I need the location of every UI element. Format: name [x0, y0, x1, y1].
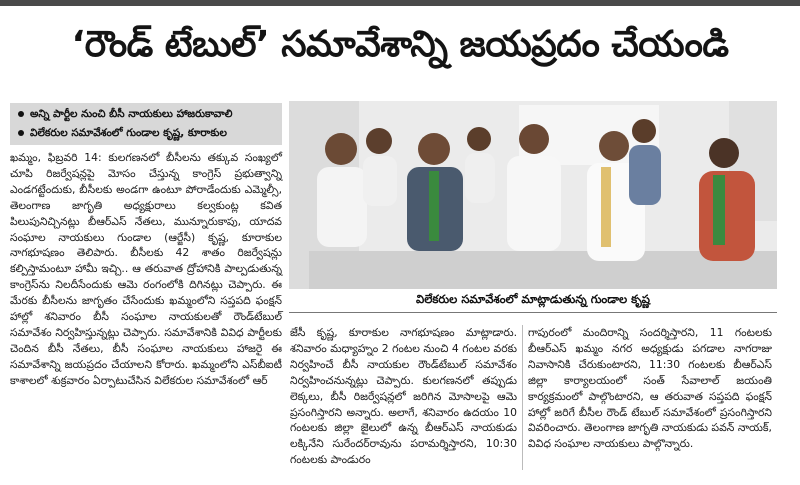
article-column-3: గాపురంలో మందిరాన్ని సందర్శిస్తారని, 11 గంటలకు బీఆర్ఎస్ ఖమ్మం నగర అధ్యక్షుడు పగడాల నాగరాజు నివాసానికి చేరుకుంటారని, 11:30 గంటలకు బీఆర్ఎస్ జిల్లా కార్యాలయంలో సంత్ సేవాలాల్ జయంతి కార్యక్రమంలో పాల్గొంటారని, ఆ తరువాత సప్తపది ఫంక్షన్ హాల్లో జరిగే బీసీల రౌండ్ టేబుల్ సమావేశంలో ప్రసంగిస్తారని వివరించారు. తెలంగాణ జాగృతి నాయకుడు పవన్ నాయక్, వివిధ సంఘాల నాయకులు పాల్గొన్నారు.	[528, 326, 772, 451]
kicker-item: విలేకరుల సమావేశంలో గుండాల కృష్ణ, కూరాకుల	[18, 125, 227, 141]
photo-caption: విలేకరుల సమావేశంలో మాట్లాడుతున్న గుండాల కృష్ణ	[416, 292, 650, 306]
column-divider	[522, 325, 523, 470]
bullet-icon	[18, 130, 24, 136]
article-column-1: ఖమ్మం, ఫిబ్రవరి 14: కులగణనలో బీసీలను తక్కువ సంఖ్యలో చూపి రిజర్వేషన్లపై మోసం చేస్తున్న కాంగ్రెస్ ప్రభుత్వాన్ని ఎండగట్టేందుకు, బీసీలకు అండగా ఉంటూ పోరాడేందుకు ఎమ్మెల్సీ, తెలంగాణ జాగృతి అధ్యక్షురాలు కల్వకుంట్ల కవిత పిలుపునిచ్చినట్లు బీఆర్ఎస్ నేతలు, మున్నూరుకాపు, యాదవ సంఘాల నాయకులు గుండాల (ఆర్జేసీ) కృష్ణ, కూరాకుల నాగభూషణం తెలిపారు. బీసీలకు 42 శాతం రిజర్వేషన్లు కల్పిస్తామంటూ హామీ ఇచ్చి.. ఆ తరువాత ద్రోహానికి పాల్పడుతున్న కాంగ్రెస్‌ను నిలదీసేందుకు ఆమె రంగంలోకి దిగినట్లు చెప్పారు. ఈ మేరకు బీసీలను జాగృతం చేసేందుకు ఖమ్మంలోని సప్తపది ఫంక్షన్ హాల్లో శనివారం బీసీ సంఘాల నాయకులతో రౌండ్‌టేబుల్ సమావేశం నిర్వహిస్తున్నట్లు చెప్పారు. సమావేశానికి వివిధ పార్టీలకు చెందిన బీసీ నేతలు, బీసీ సంఘాల నాయకులు హాజరై ఈ సమావేశాన్ని జయప్రదం చేయాలని కోరారు. ఖమ్మంలోని ఎస్‌బీఐటీ కాశాలలో శుక్రవారం ఏర్పాటుచేసిన విలేకరుల సమావేశంలో ఆర్	[10, 151, 282, 387]
bullet-icon	[18, 111, 24, 117]
article-column-2: జేసీ కృష్ణ, కూరాకుల నాగభూషణం మాట్లాడారు. శనివారం మధ్యాహ్నం 2 గంటల నుంచి 4 గంటల వరకు నిర్వహించే బీసీ నాయకుల రౌండ్‌టేబుల్ సమావేశం నిర్వహించనున్నట్లు చెప్పారు. కులగణనలో తప్పుడు లెక్కలు, బీసీ రిజర్వేషన్లలో జరిగిన మోసాలపై ఆమె ప్రసంగిస్తారని అన్నారు. అలాగే, శనివారం ఉదయం 10 గంటలకు జిల్లా జైలులో ఉన్న బీఆర్ఎస్ నాయకుడు లక్కినేని సురేందర్‌రావును పరామర్శిస్తారని, 10:30 గంటలకు పాండురం	[290, 326, 517, 467]
headline: ‘రౌండ్ టేబుల్’ సమావేశాన్ని జయప్రదం చేయండి	[71, 24, 729, 65]
press-meet-photo	[289, 101, 777, 289]
caption-divider	[289, 312, 777, 313]
kicker-box	[10, 103, 282, 145]
kicker-item: అన్ని పార్టీల నుంచి బీసీ నాయకులు హాజరుకావాలి	[18, 106, 232, 122]
press-meet-photo-illustration	[289, 101, 777, 289]
top-bar	[0, 0, 800, 6]
